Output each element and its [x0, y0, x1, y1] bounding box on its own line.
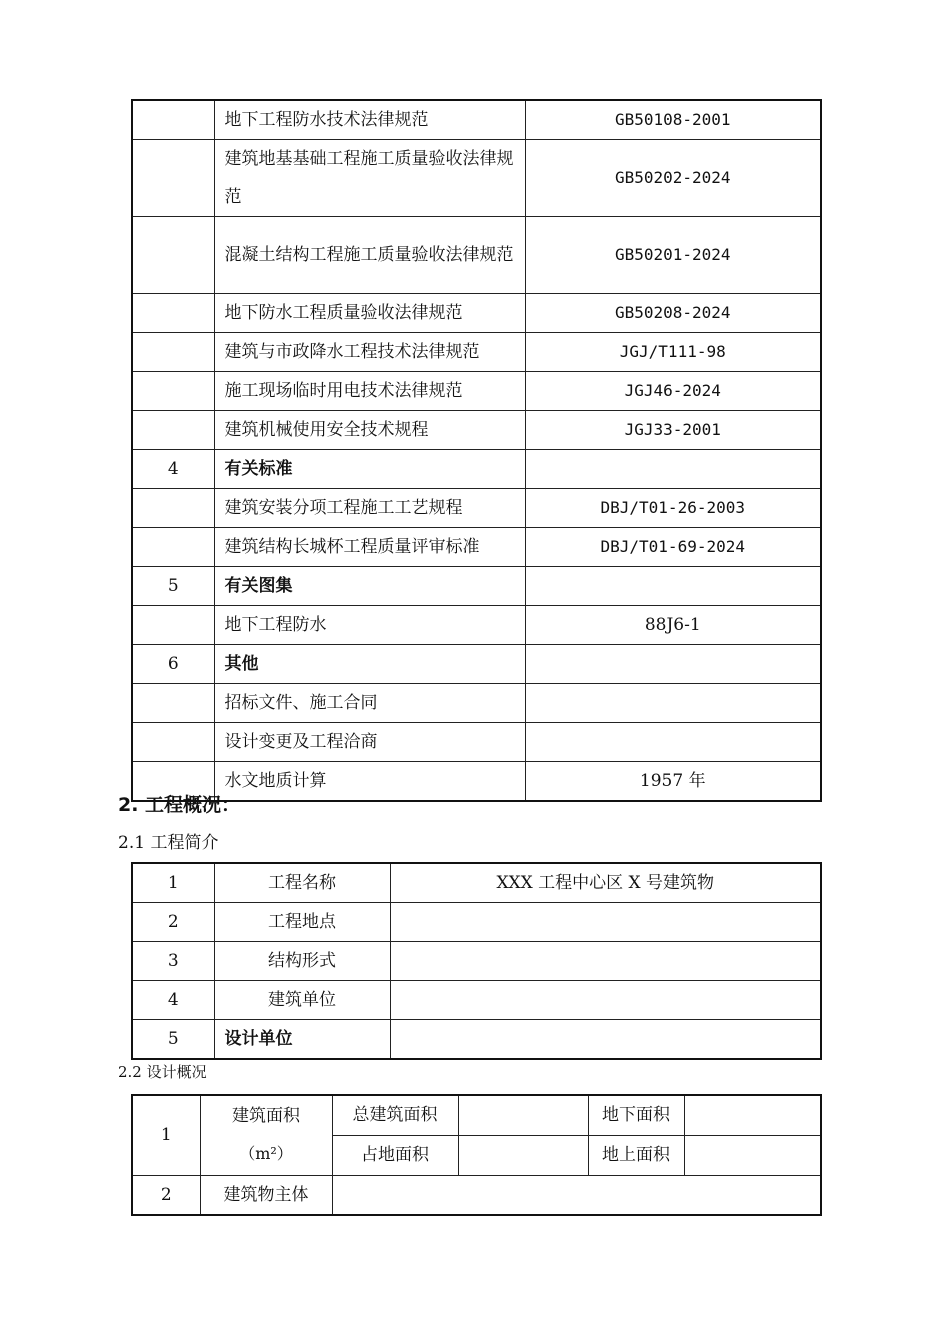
row-number: 1 — [132, 863, 214, 903]
underground-area-label: 地下面积 — [588, 1095, 684, 1135]
table-row — [132, 1095, 821, 1135]
category-title: 有关图集 — [214, 567, 525, 606]
row-number — [132, 100, 214, 140]
row-number: 6 — [132, 645, 214, 684]
table-row — [132, 528, 821, 567]
row-number — [132, 528, 214, 567]
table-row — [132, 372, 821, 411]
field-label: 建筑单位 — [214, 981, 390, 1020]
table-row — [132, 903, 821, 942]
field-label: 结构形式 — [214, 942, 390, 981]
field-value — [390, 942, 821, 981]
standard-name: 设计变更及工程洽商 — [214, 723, 525, 762]
building-body-label: 建筑物主体 — [200, 1175, 332, 1215]
section-title: 2. 工程概况： — [118, 794, 241, 816]
standard-name: 建筑与市政降水工程技术法律规范 — [214, 333, 525, 372]
standard-code: GB50202-2024 — [525, 140, 821, 217]
row-number: 2 — [132, 903, 214, 942]
standard-name: 地下工程防水技术法律规范 — [214, 100, 525, 140]
row-number: 3 — [132, 942, 214, 981]
standard-name: 地下工程防水 — [214, 606, 525, 645]
standard-name: 地下防水工程质量验收法律规范 — [214, 294, 525, 333]
standard-code: GB50108-2001 — [525, 100, 821, 140]
standard-code: GB50201-2024 — [525, 217, 821, 294]
underground-area-value — [684, 1095, 821, 1135]
table-row — [132, 333, 821, 372]
standard-name: 建筑地基基础工程施工质量验收法律规范 — [214, 140, 525, 217]
table-row — [132, 217, 821, 294]
row-number — [132, 217, 214, 294]
standard-name: 建筑机械使用安全技术规程 — [214, 411, 525, 450]
standard-code: DBJ/T01-69-2024 — [525, 528, 821, 567]
table-row — [132, 450, 821, 489]
total-area-value — [458, 1095, 588, 1135]
row-number: 1 — [132, 1095, 200, 1175]
above-area-value — [684, 1135, 821, 1175]
row-number: 5 — [132, 1020, 214, 1060]
above-area-label: 地上面积 — [588, 1135, 684, 1175]
building-area-label — [200, 1095, 332, 1175]
standard-name: 混凝土结构工程施工质量验收法律规范 — [214, 217, 525, 294]
table-row — [132, 1020, 821, 1060]
standard-code — [525, 450, 821, 489]
row-number — [132, 140, 214, 217]
standard-code: DBJ/T01-26-2003 — [525, 489, 821, 528]
table-row — [132, 411, 821, 450]
subsection-title-intro: 2.1 工程简介 — [118, 833, 219, 853]
table-row — [132, 489, 821, 528]
standard-code: JGJ33-2001 — [525, 411, 821, 450]
row-number — [132, 606, 214, 645]
table-row — [132, 863, 821, 903]
table-row — [132, 606, 821, 645]
field-label: 工程地点 — [214, 903, 390, 942]
row-number — [132, 684, 214, 723]
row-number — [132, 411, 214, 450]
row-number — [132, 372, 214, 411]
row-number — [132, 723, 214, 762]
building-area-label-text: 建筑面积 — [232, 1106, 300, 1127]
standard-code — [525, 567, 821, 606]
category-title: 有关标准 — [214, 450, 525, 489]
row-number: 4 — [132, 981, 214, 1020]
standard-code: 1957 年 — [525, 762, 821, 802]
table-row — [132, 723, 821, 762]
field-label: 工程名称 — [214, 863, 390, 903]
standard-code: 88J6-1 — [525, 606, 821, 645]
standard-name: 建筑结构长城杯工程质量评审标准 — [214, 528, 525, 567]
row-number — [132, 294, 214, 333]
category-title: 其他 — [214, 645, 525, 684]
land-area-value — [458, 1135, 588, 1175]
design-overview-table — [131, 1094, 822, 1216]
building-body-value — [332, 1175, 821, 1215]
standard-code — [525, 645, 821, 684]
table-row — [132, 567, 821, 606]
standard-name: 施工现场临时用电技术法律规范 — [214, 372, 525, 411]
subsection-title-design: 2.2 设计概况 — [118, 1063, 207, 1081]
row-number — [132, 333, 214, 372]
standards-table — [131, 99, 822, 802]
row-number: 5 — [132, 567, 214, 606]
standard-code: GB50208-2024 — [525, 294, 821, 333]
table-row — [132, 942, 821, 981]
land-area-label: 占地面积 — [332, 1135, 458, 1175]
table-row — [132, 981, 821, 1020]
standard-code: JGJ46-2024 — [525, 372, 821, 411]
standard-code: JGJ/T111-98 — [525, 333, 821, 372]
field-value — [390, 981, 821, 1020]
table-row — [132, 684, 821, 723]
row-number — [132, 489, 214, 528]
standard-name: 建筑安装分项工程施工工艺规程 — [214, 489, 525, 528]
standard-code — [525, 684, 821, 723]
table-row — [132, 100, 821, 140]
table-row — [132, 1175, 821, 1215]
standard-name: 水文地质计算 — [214, 762, 525, 802]
row-number: 4 — [132, 450, 214, 489]
field-value — [390, 1020, 821, 1060]
table-row — [132, 294, 821, 333]
project-intro-table — [131, 862, 822, 1060]
field-value — [390, 903, 821, 942]
field-value: XXX 工程中心区 X 号建筑物 — [390, 863, 821, 903]
total-area-label: 总建筑面积 — [332, 1095, 458, 1135]
row-number: 2 — [132, 1175, 200, 1215]
standard-code — [525, 723, 821, 762]
field-label: 设计单位 — [214, 1020, 390, 1060]
table-row — [132, 140, 821, 217]
building-area-unit: （m²） — [239, 1144, 293, 1164]
standard-name: 招标文件、施工合同 — [214, 684, 525, 723]
table-row — [132, 645, 821, 684]
